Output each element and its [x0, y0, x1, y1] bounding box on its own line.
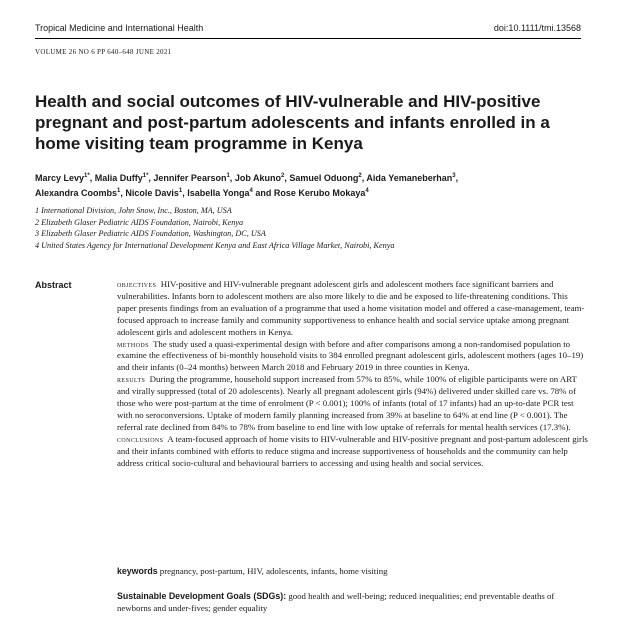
author: Malia Duffy	[94, 173, 143, 183]
abstract-objectives	[117, 279, 589, 339]
author-affiliation-mark: 4	[365, 188, 369, 194]
doi-link[interactable]: doi:10.1111/tmi.13568	[493, 23, 581, 33]
section-heading: objectives	[117, 280, 157, 289]
author-affiliation-mark: 4	[249, 188, 253, 194]
section-text: The study used a quasi-experimental design with before and after comparisons among a non-randomised population to examine the effectiveness of bi-monthly household visits to 384 enrolled pregnant adolescent girls, adolescent mothers (ages 10–19) and their infants (0–24 months) between March 2018 and February 2019 in three counties in Kenya.	[117, 338, 584, 373]
abstract-methods	[117, 339, 589, 375]
author: Marcy Levy	[35, 173, 85, 183]
author: Jennifer Pearson	[153, 173, 227, 183]
section-heading: results	[117, 375, 146, 385]
author-affiliation-mark: 1*	[84, 173, 90, 179]
author: Isabella Yonga	[187, 188, 250, 198]
sdg-text: good health and well-being; reduced inequalities; end preventable deaths of newborns and under-fives; gender equality	[117, 591, 555, 613]
abstract-results	[117, 374, 589, 434]
header-rule	[35, 38, 581, 39]
affiliation: 2 Elizabeth Glaser Pediatric AIDS Foundation, Nairobi, Kenya	[35, 217, 244, 227]
article-title: Health and social outcomes of HIV-vulnerable and HIV-positive pregnant and post-partum adolescents and infants enrolled in a home visiting team programme in Kenya	[35, 92, 550, 153]
abstract-body	[117, 279, 589, 470]
author-list: Marcy Levy$^{1*}$, Malia Duffy$^{1*}$, Jennifer Pearson$^1$, Job Akuno$^2$, Samuel Oduong$^2$, Aida Yemaneberhan$^3$, Alexandra Coombs$^1$, Nicole Davis$^1$, Isabella Yonga$^4$ and Rose Kerubo Mokaya$^4$	[35, 173, 459, 198]
affiliation: 3 Elizabeth Glaser Pediatric AIDS Foundation, Washington, DC, USA	[35, 229, 266, 239]
section-heading: methods	[117, 339, 149, 349]
abstract-conclusions	[117, 434, 589, 470]
author-affiliation-mark: 3	[452, 173, 456, 179]
author-affiliation-mark: 1*	[142, 173, 149, 179]
volume-line: VOLUME 26 NO 6 PP 640–648 JUNE 2021	[35, 48, 172, 56]
author: Alexandra Coombs	[35, 188, 118, 198]
sdg-label: Sustainable Development Goals (SDGs):	[117, 591, 287, 601]
section-text: A team-focused approach of home visits to HIV-vulnerable and HIV-positive pregnant and post-partum adolescent girls and their infants combined with efforts to reduce stigma and increase supportiveness of households and the community can help address critical socio-cultural and behavioural barriers to accessing and using health and social services.	[117, 433, 588, 468]
affiliation-list	[35, 205, 595, 251]
sdg-statement	[117, 591, 589, 615]
author-affiliation-mark: 2	[358, 173, 362, 179]
section-text: During the programme, household support increased from 57% to 85%, while 100% of eligible participants were on ART and virally suppressed (total of 20 adolescents). Nearly all pregnant adolescent girls (94%) delivered under skilled care vs. 78% of those who were post-partum at the time of enrolment (P < 0.001); 100% of infants (total of 17 infants) had an up-to-date PCR test with no seroconversions. Uptake of modern family planning increased from 39% at baseline to 64% at end line (P < 0.001). The referral rate declined from 84% to 78% from baseline to end line with low uptake of referrals for mental health services (17.3%).	[117, 374, 577, 432]
author: Nicole Davis	[125, 188, 179, 198]
section-heading: conclusions	[117, 434, 164, 444]
author-affiliation-mark: 1	[178, 188, 183, 194]
keywords	[117, 565, 589, 577]
keywords-label: keywords	[117, 566, 158, 576]
abstract-label: Abstract	[35, 280, 72, 290]
keywords-text: pregnancy, post-partum, HIV, adolescents, infants, home visiting	[159, 566, 388, 576]
author: Aida Yemaneberhan	[366, 173, 453, 183]
author: Rose Kerubo Mokaya	[273, 188, 366, 198]
author-affiliation-mark: 2	[280, 173, 285, 179]
author: Samuel Oduong	[289, 173, 359, 183]
author-affiliation-mark: 1	[226, 173, 230, 179]
section-text: HIV-positive and HIV-vulnerable pregnant adolescent girls and adolescent mothers face significant barriers and vulnerabilities. Infants born to adolescent mothers are also more likely to die and be exposed to life-threatening conditions. This paper presents findings from an evaluation of a programme that used a home visitation model and offered a case-management, team-focused approach to increase family and community supportiveness to enhance health and social service uptake among pregnant adolescent girls and adolescent mothers in Kenya.	[117, 279, 585, 337]
affiliation: 1 International Division, John Snow, Inc., Boston, MA, USA	[35, 206, 232, 215]
author-affiliation-mark: 1	[117, 188, 121, 194]
journal-name: Tropical Medicine and International Health	[35, 23, 204, 33]
affiliation: 4 United States Agency for International Development Kenya and East Africa Village Market, Nairobi, Kenya	[35, 240, 395, 250]
author: Job Akuno	[234, 173, 281, 183]
